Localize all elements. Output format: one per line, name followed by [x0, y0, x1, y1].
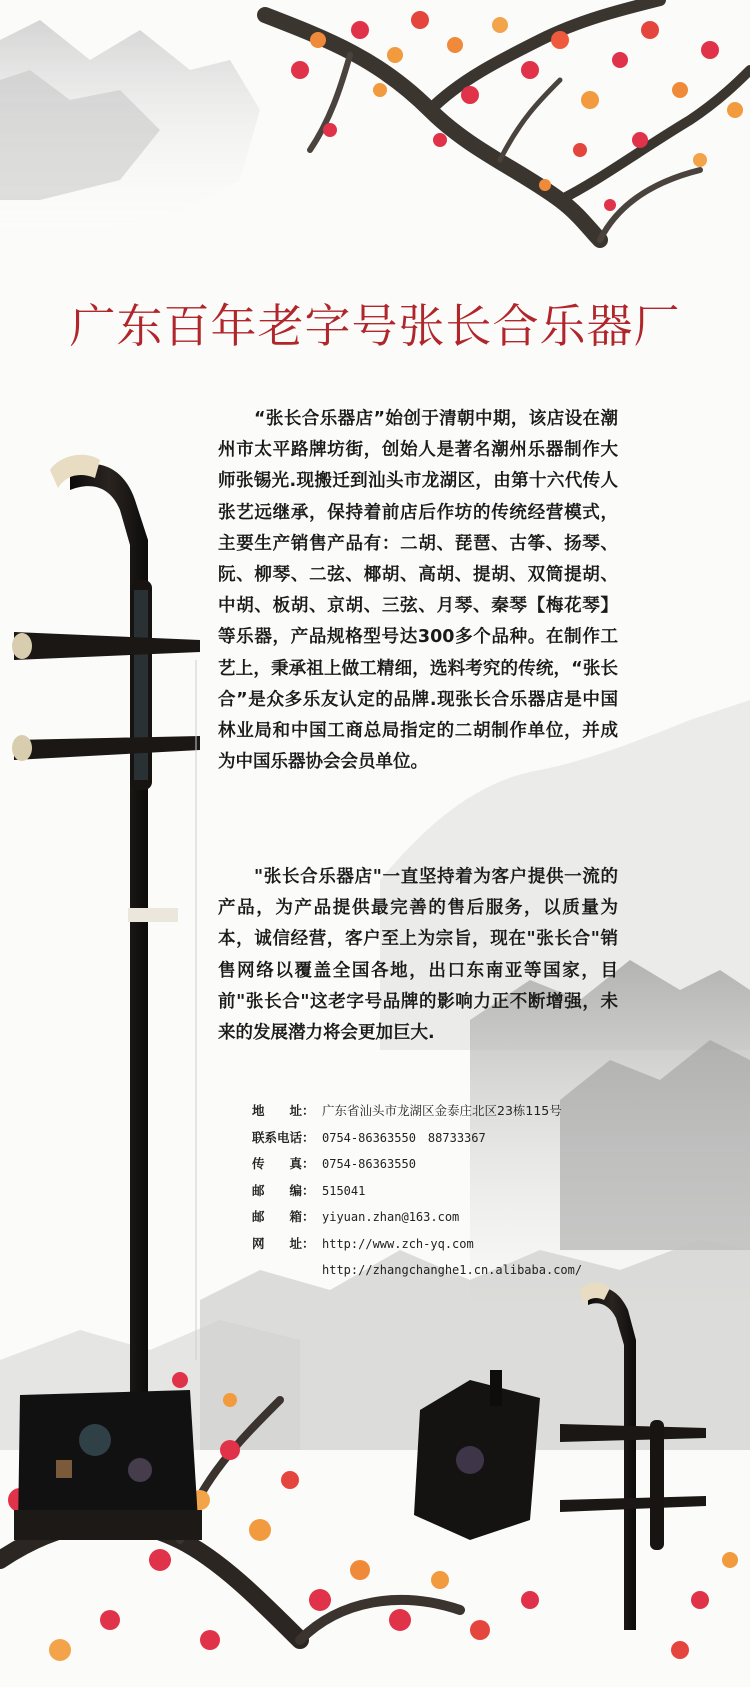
phone-label: 联系电话：	[252, 1129, 315, 1145]
address-row	[252, 1098, 652, 1125]
email-row	[252, 1204, 652, 1231]
mission-paragraph	[218, 862, 618, 1049]
address-value: 广东省汕头市龙湖区金泰庄北区23栋115号	[322, 1103, 562, 1118]
postcode-value: 515041	[322, 1183, 366, 1198]
postcode-label: 邮 编：	[252, 1182, 315, 1198]
email-value: yiyuan.zhan@163.com	[322, 1210, 460, 1224]
address-label: 地 址：	[252, 1103, 315, 1118]
email-label: 邮 箱：	[252, 1209, 315, 1224]
website-row-2	[252, 1257, 652, 1284]
contact-info	[252, 1098, 652, 1284]
postcode-row	[252, 1178, 652, 1205]
website-link-2: http://zhangchanghe1.cn.alibaba.com/	[322, 1263, 583, 1277]
plum-branch-top	[265, 0, 750, 240]
intro-text: “张长合乐器店”始创于清朝中期，该店设在潮州市太平路牌坊街，创始人是著名潮州乐器制作大师张锡光.现搬迁到汕头市龙湖区，由第十六代传人张艺远继承，保持着前店后作坊的传统经营模式，主要生产销售产品有：二胡、琵琶、古筝、扬琴、阮、柳琴、二弦、椰胡、高胡、提胡、双筒提胡、中胡、板胡、京胡、三弦、月琴、秦琴【梅花琴】等乐器，产品规格型号达300多个品种。在制作工艺上，秉承祖上做工精细，选料考究的传统，“张长合”是众多乐友认定的品牌.现张长合乐器店是中国林业局和中国工商总局指定的二胡制作单位，并成为中国乐器协会会员单位。	[218, 409, 618, 773]
mission-text: "张长合乐器店"一直坚持着为客户提供一流的产品，为产品提供最完善的售后服务，以质量为本，诚信经营，客户至上为宗旨，现在"张长合"销售网络以覆盖全国各地，出口东南亚等国家，目前"张长合"这老字号品牌的影响力正不断增强，未来的发展潜力将会更加巨大.	[218, 867, 618, 1044]
fax-row	[252, 1151, 652, 1178]
fax-label: 传 真：	[252, 1156, 315, 1171]
top-mountains	[0, 20, 260, 240]
phone-value: 0754-86363550 88733367	[322, 1130, 486, 1145]
intro-paragraph	[218, 404, 618, 778]
website-link-1: http://www.zch-yq.com	[322, 1236, 474, 1251]
phone-row	[252, 1125, 652, 1152]
right-mountains	[0, 700, 750, 1450]
fax-value: 0754-86363550	[322, 1157, 416, 1171]
page-title: 广东百年老字号张长合乐器厂	[69, 299, 681, 353]
website-label: 网 址：	[252, 1235, 315, 1251]
website-row	[252, 1231, 652, 1258]
